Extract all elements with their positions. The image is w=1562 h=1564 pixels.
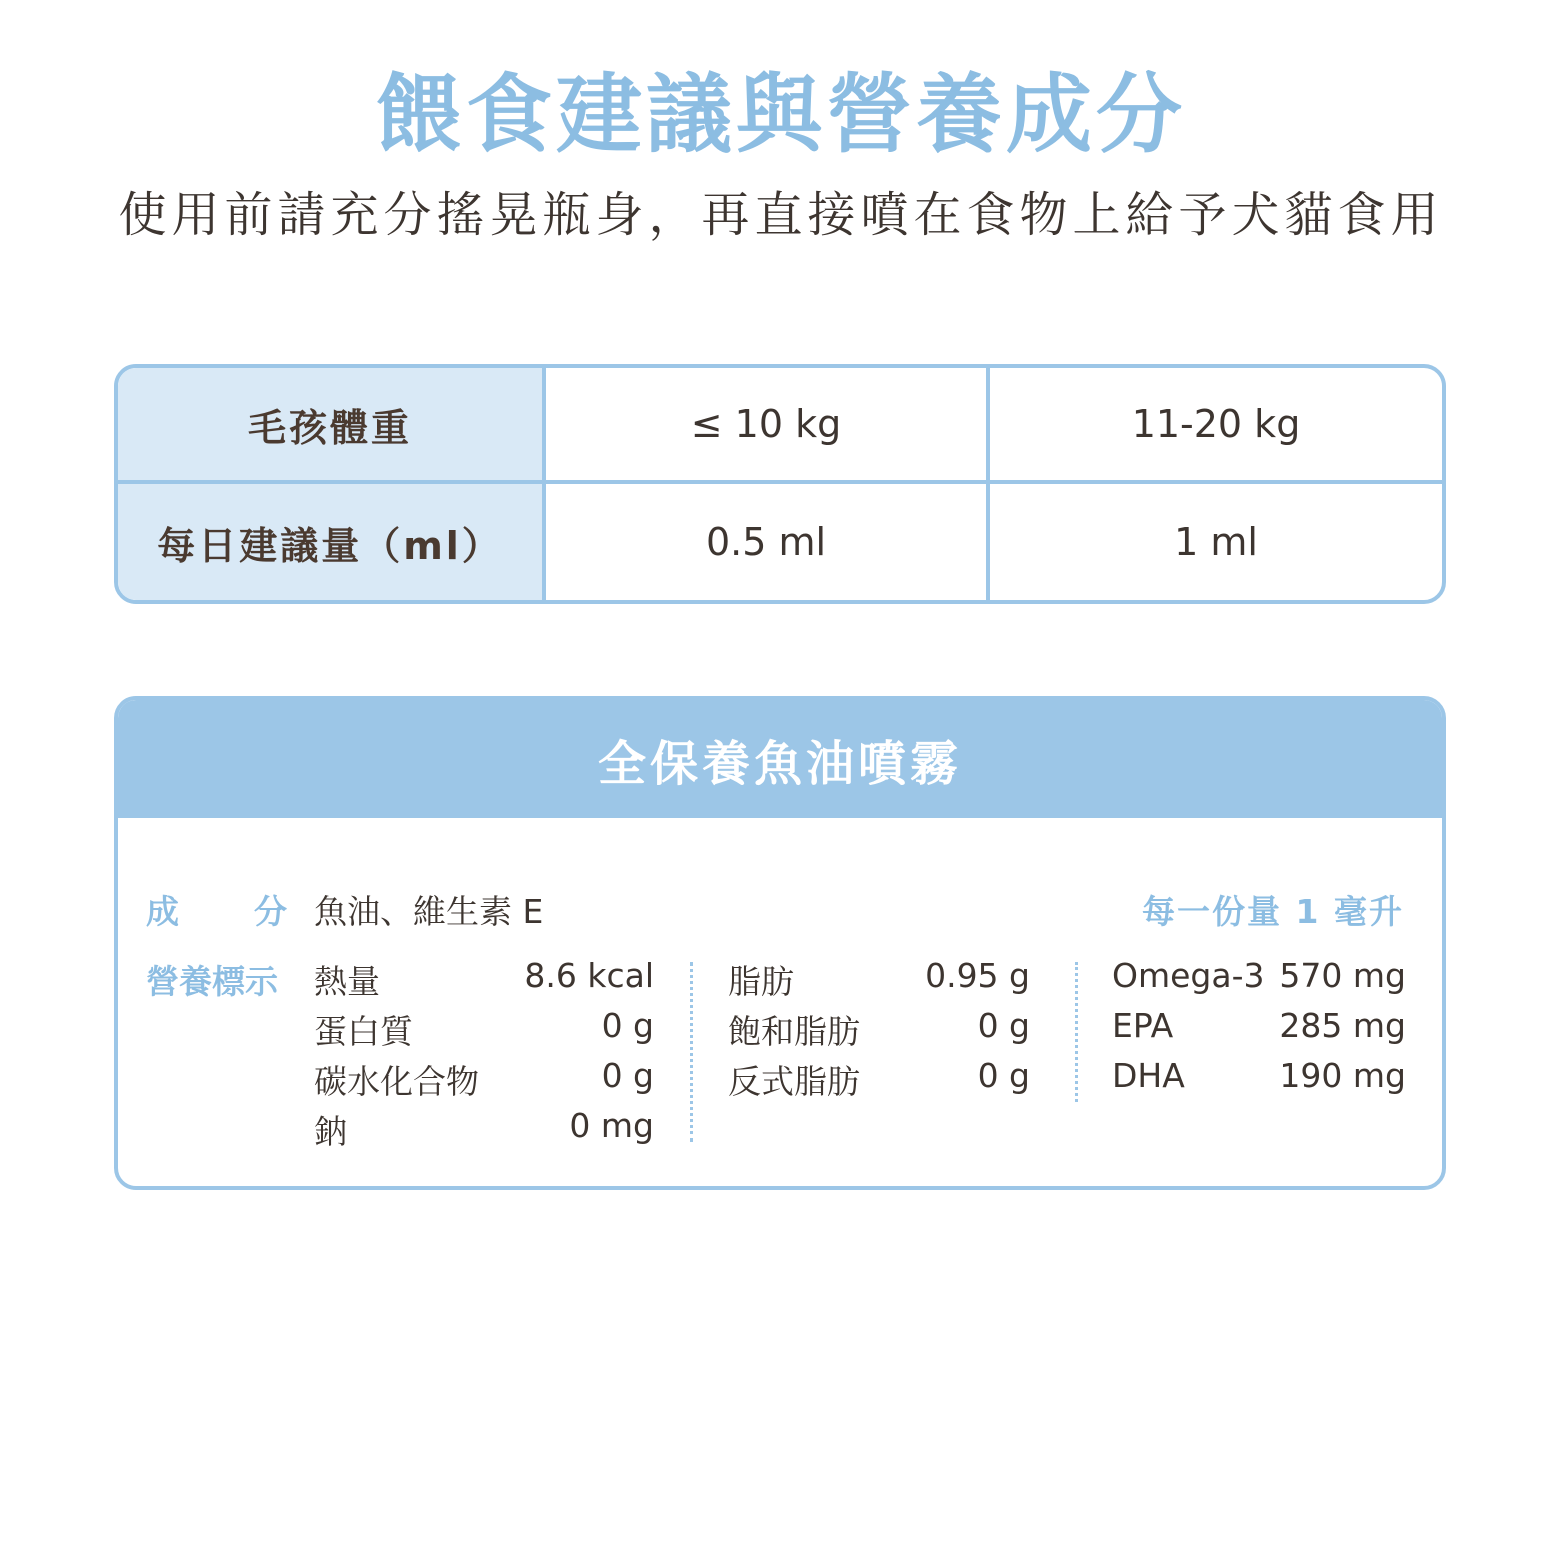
nutrition-facts-label: 營養標示: [146, 962, 278, 1001]
daily-amount-medium: 1 ml: [1174, 520, 1258, 564]
nutrient-name: 鈉: [314, 1112, 347, 1151]
nutrient-name: 飽和脂肪: [728, 1012, 860, 1051]
page-subtitle: 使用前請充分搖晃瓶身，再直接噴在食物上給予犬貓食用: [118, 187, 1444, 243]
product-name: 全保養魚油噴霧: [118, 700, 1442, 818]
nutrient-name: 碳水化合物: [314, 1062, 479, 1101]
nutrient-value: 0.95 g: [925, 956, 1030, 995]
nutrient-value: 190 mg: [1279, 1056, 1406, 1095]
nutrient-name: 反式脂肪: [728, 1062, 860, 1101]
weight-header: 毛孩體重: [118, 368, 546, 484]
serving-size: 每一份量 1 毫升: [1142, 892, 1404, 931]
ingredients-label-2: 分: [254, 892, 287, 931]
nutrition-panel: [114, 696, 1446, 1190]
column-divider: [690, 962, 693, 1142]
nutrient-name: EPA: [1112, 1006, 1174, 1045]
nutrient-name: 脂肪: [728, 962, 794, 1001]
nutrient-value: 0 mg: [569, 1106, 654, 1145]
nutrient-value: 0 g: [977, 1056, 1030, 1095]
nutrient-value: 8.6 kcal: [524, 956, 654, 995]
nutrient-value: 570 mg: [1279, 956, 1406, 995]
column-divider: [1075, 962, 1078, 1102]
page-title: 餵食建議與營養成分: [376, 65, 1186, 165]
daily-amount-small: 0.5 ml: [546, 484, 990, 600]
weight-small: ≤ 10 kg: [546, 368, 990, 484]
weight-medium: 11-20 kg: [990, 368, 1442, 484]
nutrient-value: 0 g: [601, 1006, 654, 1045]
nutrient-value: 285 mg: [1279, 1006, 1406, 1045]
nutrient-name: Omega-3: [1112, 956, 1265, 995]
nutrient-name: 蛋白質: [314, 1012, 413, 1051]
nutrient-name: DHA: [1112, 1056, 1185, 1095]
ingredients-label-1: 成: [146, 892, 179, 931]
nutrient-name: 熱量: [314, 962, 380, 1001]
nutrient-value: 0 g: [977, 1006, 1030, 1045]
daily-amount-header: 每日建議量（ml）: [118, 484, 546, 600]
ingredients-text: 魚油、維生素 E: [314, 892, 544, 931]
feeding-table: [114, 364, 1446, 604]
nutrient-value: 0 g: [601, 1056, 654, 1095]
